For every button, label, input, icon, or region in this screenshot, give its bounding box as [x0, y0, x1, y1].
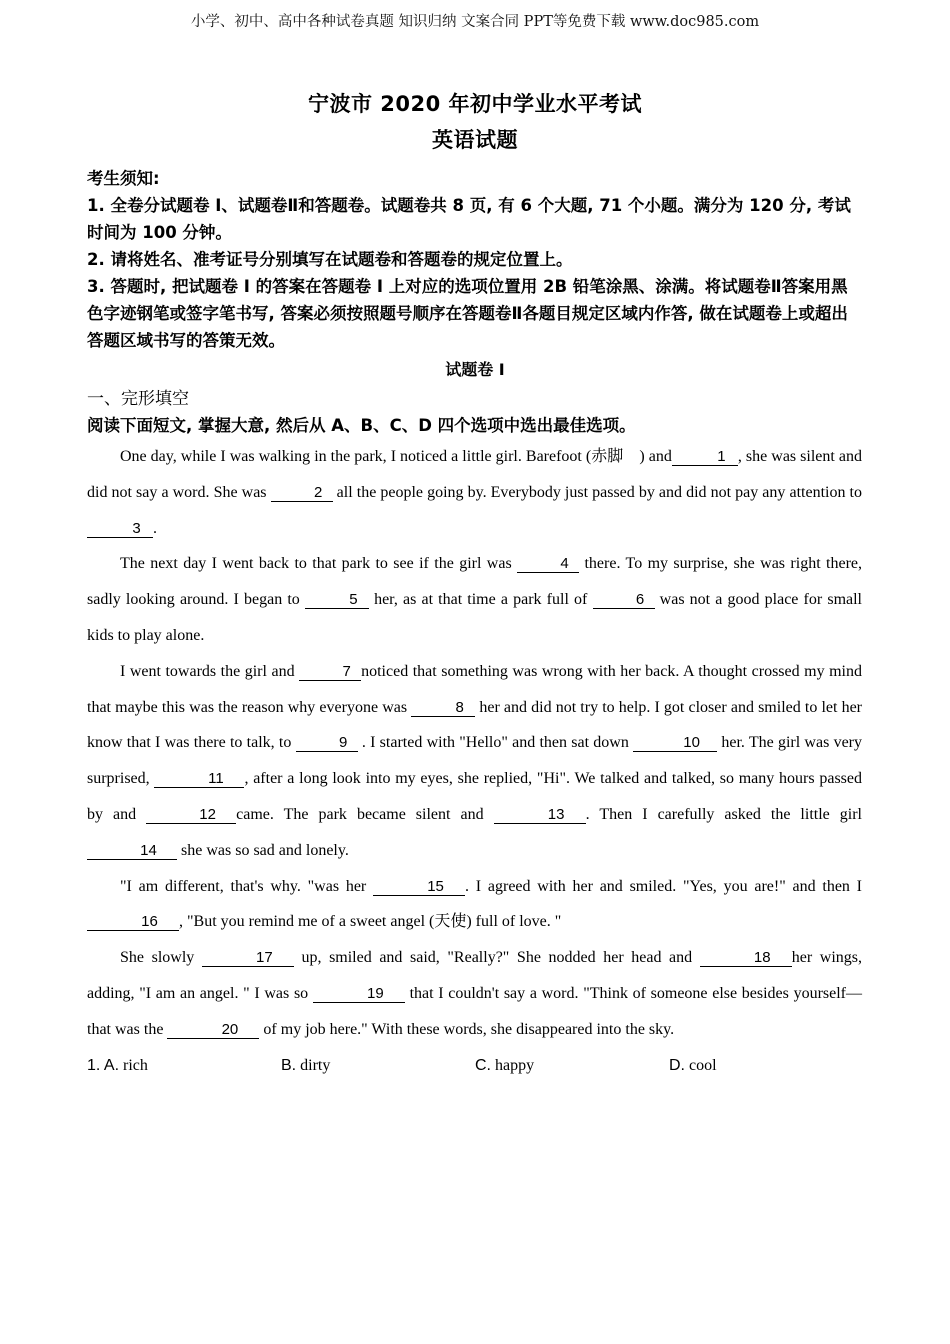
blank: 9	[296, 735, 358, 752]
blank: 16	[87, 914, 179, 931]
notice-heading: 考生须知:	[87, 169, 160, 188]
option-a[interactable]: 1. A. rich	[87, 1057, 148, 1074]
volume-label: 试题卷 I	[445, 360, 505, 379]
option-b[interactable]: B. dirty	[281, 1057, 331, 1074]
blank: 17	[202, 950, 294, 967]
blank: 19	[313, 986, 405, 1003]
blank: 8	[411, 700, 475, 717]
site-header: 小学、初中、高中各种试卷真题 知识归纳 文案合同 PPT等免费下载 www.doc985.com	[190, 14, 760, 30]
blank: 12	[146, 807, 236, 824]
blank: 4	[517, 556, 579, 573]
exam-title: 宁波市 2020 年初中学业水平考试	[307, 92, 643, 116]
paragraph: "I am different, that's why. "was her 15 . I agreed with her and smiled. "Yes, you are!" and then I 16 , "But you remind me of a sweet angel (天使) full of love. "	[87, 869, 862, 941]
blank: 2	[271, 485, 333, 502]
blank: 11	[154, 771, 244, 788]
exam-subtitle: 英语试题	[432, 128, 518, 152]
paragraph: I went towards the girl and 7 noticed that something was wrong with her back. A thought crossed my mind that maybe this was the reason why everyone was 8 her and did not try to help. I got closer and smiled to let her know that I was there to talk, to 9 . I started with "Hello" and then sat down 10 her. The girl was very surprised, 11 , after a long look into my eyes, she replied, "Hi". We talked and talked, so many hours passed by and 12 came. The park became silent and 13 . Then I carefully asked the little girl 14 she was so sad and lonely.	[87, 662, 863, 859]
paragraph: One day, while I was walking in the park, I noticed a little girl. Barefoot (赤脚 ) and 1 , she was silent and did not say a word. She was 2 all the people going by. Everybody just passed by and did not pay any attention to3 .	[87, 448, 862, 537]
notice-item: 2. 请将姓名、准考证号分别填写在试题卷和答题卷的规定位置上。	[87, 250, 573, 269]
blank: 1	[672, 449, 738, 466]
blank: 18	[700, 950, 792, 967]
blank: 20	[167, 1022, 259, 1039]
section-instruction: 阅读下面短文, 掌握大意, 然后从 A、B、C、D 四个选项中选出最佳选项。	[87, 416, 636, 435]
blank: 6	[593, 592, 655, 609]
notice-item: 1. 全卷分试题卷 I、试题卷Ⅱ和答题卷。试题卷共 8 页, 有 6 个大题, 71 个小题。满分为 120 分, 考试时间为 100 分钟。	[87, 196, 851, 242]
section-title: 一、完形填空	[87, 389, 189, 409]
blank: 3	[87, 521, 153, 538]
option-d[interactable]: D. cool	[669, 1057, 717, 1074]
blank: 10	[633, 735, 717, 752]
blank: 5	[305, 592, 369, 609]
blank: 7	[299, 664, 361, 681]
paragraph: The next day I went back to that park to see if the girl was 4 there. To my surprise, she was right there, sadly looking around. I began to 5 her, as at that time a park full of 6 was not a good place for small kids to play alone.	[87, 555, 863, 644]
blank: 13	[494, 807, 586, 824]
blank: 14	[87, 843, 177, 860]
cloze-passage	[87, 439, 862, 1048]
option-c[interactable]: C. happy	[475, 1057, 535, 1074]
paragraph: She slowly 17 up, smiled and said, "Really?" She nodded her head and 18 her wings, adding, "I am an angel. " I was so 19 that I couldn't say a word. "Think of someone else besides yourself—that was the 20 of my job here." With these words, she disappeared into the sky.	[87, 949, 863, 1038]
notice-item: 3. 答题时, 把试题卷 I 的答案在答题卷 I 上对应的选项位置用 2B 铅笔涂黑、涂满。将试题卷Ⅱ答案用黑色字迹钢笔或签字笔书写, 答案必须按照题号顺序在答题卷Ⅱ各题目规定区域内作答, 做在试题卷上或超出答题区域书写的答策无效。	[87, 277, 848, 350]
blank: 15	[373, 879, 465, 896]
question-1-options	[87, 1057, 877, 1077]
candidate-notice	[87, 165, 859, 354]
